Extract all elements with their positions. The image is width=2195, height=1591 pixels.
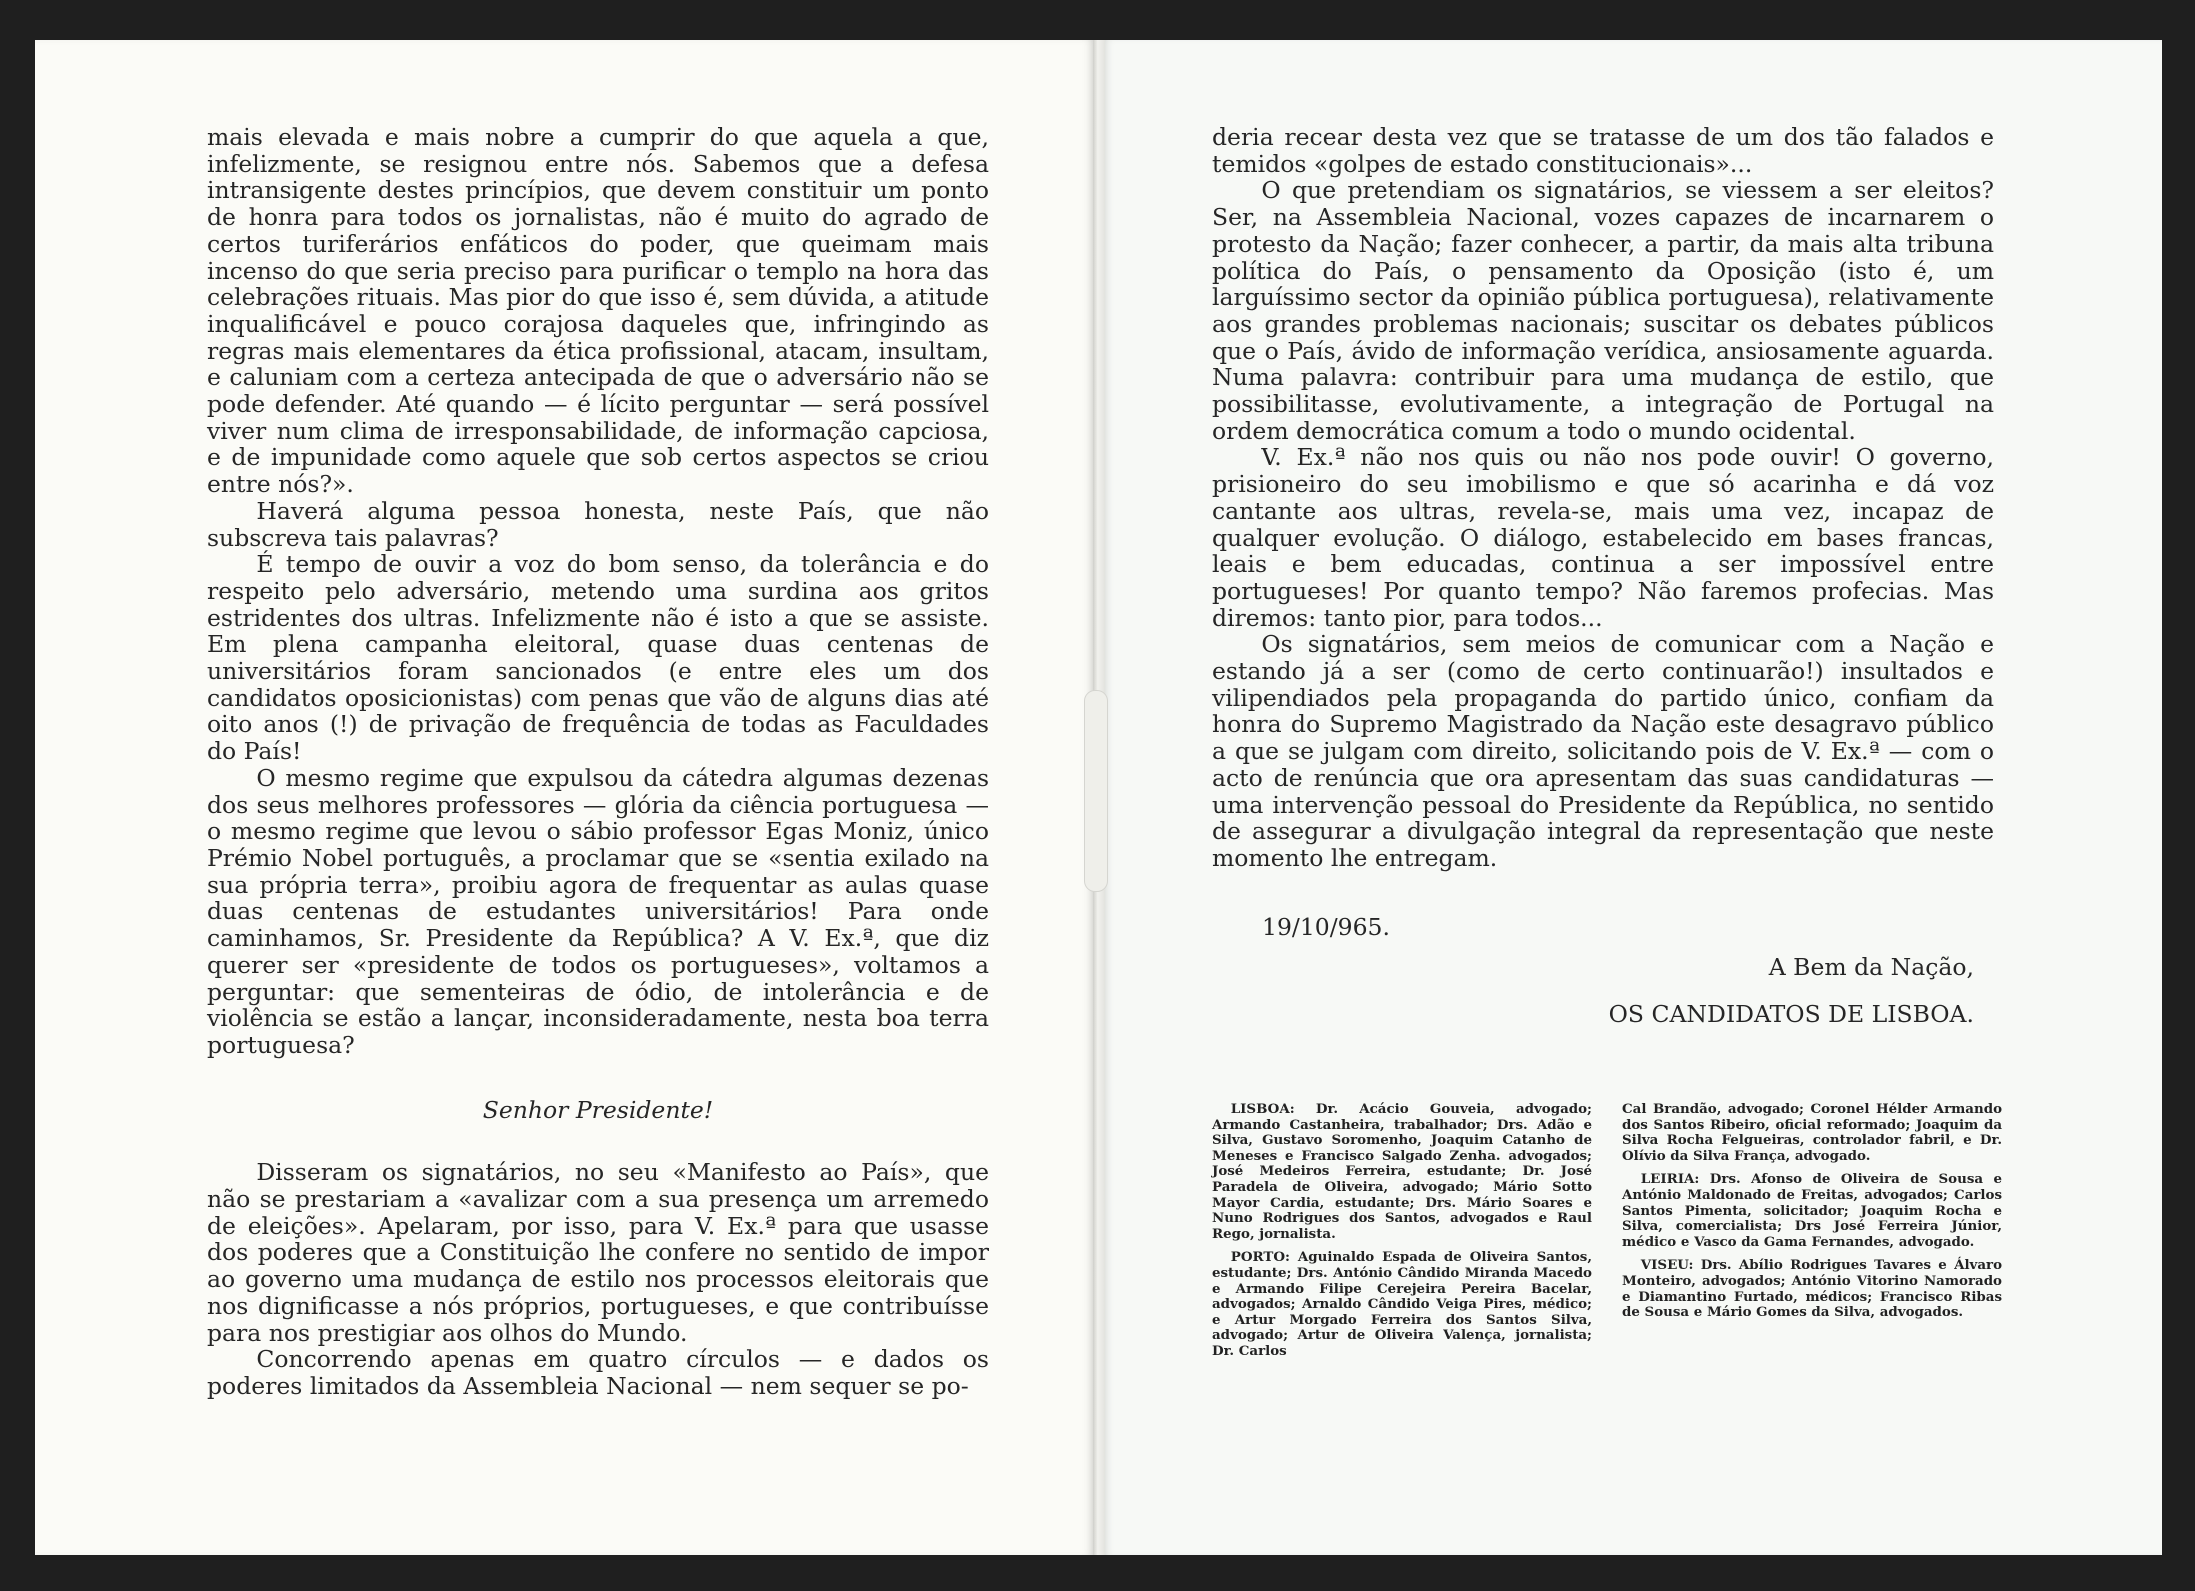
signatories-lisboa: LISBOA: Dr. Acácio Gouveia, advogado; Armando Castanheira, trabalhador; Drs. Adão e Silva, Gustavo Soromenho, Joaquim Catanho de Meneses e Francisco Salgado Zenha. advogados; José Medeiros Ferreira, estudante; Dr. José Paradela de Oliveira, advogado; Mário Sotto Mayor Cardia, estudante; Drs. Mário Soares e Nuno Rodrigues dos Santos, advogados e Raul Rego, jornalista. (1212, 1101, 1592, 1242)
left-page-text (207, 124, 989, 1400)
signatories-list (1212, 1102, 2002, 1368)
signatories-porto-cont: Cal Brandão, advogado; Coronel Hélder Armando dos Santos Ribeiro, oficial reformado; Joaquim da Silva Rocha Felgueiras, controlador fabril, e Dr. Olívio da Silva França, advogado. (1622, 1101, 2002, 1164)
paragraph: mais elevada e mais nobre a cumprir do que aquela a que, infelizmente, se resignou entre nós. Sabemos que a defesa intransigente destes princípios, que devem constituir um ponto de honra para todos os jornalistas, não é muito do agrado de certos turiferários enfáticos do poder, que queimam mais incenso do que seria preciso para purificar o templo na hora das celebrações rituais. Mas pior do que isso é, sem dúvida, a atitude inqualificável e pouco corajosa daqueles que, infringindo as regras mais elementares da ética profissional, atacam, insultam, e caluniam com a certeza antecipada de que o adversário não se pode defender. Até quando — é lícito perguntar — será possível viver num clima de irresponsabilidade, de informação capciosa, e de impunidade como aquele que sob certos aspectos se criou entre nós?». (207, 123, 989, 499)
right-page-text (1212, 124, 1994, 1028)
paragraph: Disseram os signatários, no seu «Manifesto ao País», que não se prestariam a «avalizar com a sua presença um arremedo de eleições». Apelaram, por isso, para V. Ex.ª para que usasse dos poderes que a Constituição lhe confere no sentido de impor ao governo uma mudança de estilo nos processos eleitorais que nos dignificasse a nós próprios, portugueses, e que contribuísse para nos prestigiar aos olhos do Mundo. (207, 1158, 989, 1347)
closing-salutation: A Bem da Nação, (1768, 953, 1974, 982)
signatories-column-2 (1622, 1102, 2002, 1368)
document-date: 19/10/965. (1262, 912, 1390, 941)
paragraph: Os signatários, sem meios de comunicar com a Nação e estando já a ser (como de certo continuarão!) insultados e vilipendiados pela propaganda do partido único, confiam da honra do Supremo Magistrado da Nação este desagravo público a que se julgam com direito, solicitando pois de V. Ex.ª — com o acto de renúncia que ora apresentam das suas candidaturas — uma intervenção pessoal do Presidente da República, no sentido de assegurar a divulgação integral da representação que neste momento lhe entregam. (1212, 630, 1994, 872)
paragraph: deria recear desta vez que se tratasse de um dos tão falados e temidos «golpes de estado constitucionais»... (1212, 123, 1994, 178)
binding-notch (1084, 690, 1108, 892)
signatories-column-1 (1212, 1102, 1592, 1368)
signatories-porto: PORTO: Aguinaldo Espada de Oliveira Santos, estudante; Drs. António Cândido Miranda Macedo e Armando Filipe Cerejeira Pereira Bacelar, advogados; Arnaldo Cândido Veiga Pires, médico; e Artur Morgado Ferreira dos Santos Silva, advogado; Artur de Oliveira Valença, jornalista; Dr. Carlos (1212, 1249, 1592, 1359)
paragraph: É tempo de ouvir a voz do bom senso, da tolerância e do respeito pelo adversário, metendo uma surdina aos gritos estridentes dos ultras. Infelizmente não é isto a que se assiste. Em plena campanha eleitoral, quase duas centenas de universitários foram sancionados (e entre eles um dos candidatos oposicionistas) com penas que vão de alguns dias até oito anos (!) de privação de frequência de todas as Faculdades do País! (207, 550, 989, 766)
closing-signature: OS CANDIDATOS DE LISBOA. (1608, 1000, 1974, 1029)
paragraph: O que pretendiam os signatários, se viessem a ser eleitos? Ser, na Assembleia Nacional, vozes capazes de incarnarem o protesto da Nação; fazer conhecer, a partir, da mais alta tribuna política do País, o pensamento da Oposição (isto é, um larguíssimo sector da opinião pública portuguesa), relativamente aos grandes problemas nacionais; suscitar os debates públicos que o País, ávido de informação verídica, ansiosamente aguarda. Numa palavra: contribuir para uma mudança de estilo, que possibilitasse, evolutivamente, a integração de Portugal na ordem democrática comum a todo o mundo ocidental. (1212, 176, 1994, 445)
paragraph: Haverá alguma pessoa honesta, neste País, que não subscreva tais palavras? (207, 496, 989, 552)
paragraph: O mesmo regime que expulsou da cátedra algumas dezenas dos seus melhores professores — glória da ciência portuguesa — o mesmo regime que levou o sábio professor Egas Moniz, único Prémio Nobel português, a proclamar que se «sentia exilado na sua própria terra», proibiu agora de frequentar as aulas quase duas centenas de estudantes universitários! Para onde caminhamos, Sr. Presidente da República? A V. Ex.ª, que diz querer ser «presidente de todos os portugueses», voltamos a perguntar: que sementeiras de ódio, de intolerância e de violência se estão a lançar, inconsideradamente, nesta boa terra portuguesa? (207, 763, 989, 1059)
signatories-leiria: LEIRIA: Drs. Afonso de Oliveira de Sousa e António Maldonado de Freitas, advogados; Carlos Santos Pimenta, solicitador; Joaquim Rocha e Silva, comercialista; Drs José Ferreira Júnior, médico e Vasco da Gama Fernandes, advogado. (1622, 1171, 2002, 1250)
signatories-viseu: VISEU: Drs. Abílio Rodrigues Tavares e Álvaro Monteiro, advogados; António Vitorino Namorado e Diamantino Furtado, médicos; Francisco Ribas de Sousa e Mário Gomes da Silva, advogados. (1622, 1257, 2002, 1321)
paragraph: Concorrendo apenas em quatro círculos — e dados os poderes limitados da Assembleia Nacional — nem sequer se po- (207, 1345, 989, 1400)
paragraph: V. Ex.ª não nos quis ou não nos pode ouvir! O governo, prisioneiro do seu imobilismo e que só acarinha e dá voz cantante aos ultras, revela-se, mais uma vez, incapaz de qualquer evolução. O diálogo, estabelecido em bases francas, leais e bem educadas, continua a ser impossível entre portugueses! Por quanto tempo? Não faremos profecias. Mas diremos: tanto pior, para todos... (1212, 443, 1994, 632)
section-heading: Senhor Presidente! (482, 1095, 714, 1124)
